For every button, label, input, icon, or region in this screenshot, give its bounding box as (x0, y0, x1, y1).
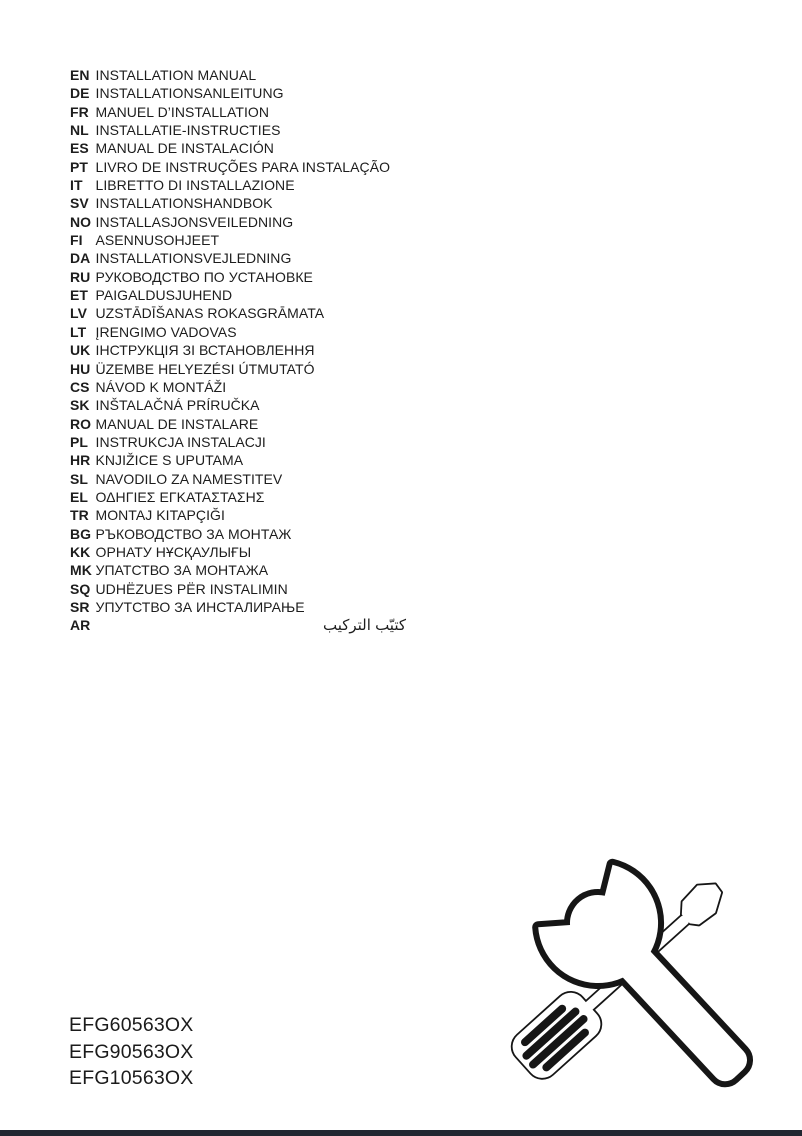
language-code: NO (70, 213, 92, 230)
language-title: MANUAL DE INSTALACIÓN (95, 140, 274, 157)
language-row (70, 231, 406, 249)
language-row (70, 580, 406, 598)
language-row (70, 543, 406, 561)
language-code: AR (70, 617, 91, 634)
language-title: INŠTALAČNÁ PRÍRUČKA (95, 397, 260, 414)
language-title: РЪКОВОДСТВО ЗА МОНТАЖ (95, 525, 292, 542)
language-title: INSTALLASJONSVEILEDNING (95, 213, 294, 230)
language-row (70, 470, 406, 488)
language-row (70, 525, 406, 543)
language-title: ÜZEMBE HELYEZÉSI ÚTMUTATÓ (95, 360, 315, 377)
language-code: RO (70, 415, 92, 432)
language-row (70, 323, 406, 341)
language-row (70, 304, 406, 322)
language-title: ОРНАТУ НҰСҚАУЛЫҒЫ (95, 543, 252, 560)
language-row (70, 616, 406, 634)
language-code: UK (70, 342, 91, 359)
language-code: PT (70, 158, 88, 175)
language-code: BG (70, 525, 92, 542)
language-code: RU (70, 268, 91, 285)
model-number: EFG10563OX (69, 1067, 194, 1090)
language-code: HR (70, 452, 91, 469)
language-row (70, 213, 406, 231)
language-code: DE (70, 85, 90, 102)
language-code: SL (70, 470, 88, 487)
language-row (70, 360, 406, 378)
language-code: SQ (70, 580, 91, 597)
language-title: KNJIŽICE S UPUTAMA (95, 452, 244, 469)
language-row (70, 66, 406, 84)
language-title: MANUAL DE INSTALARE (95, 415, 259, 432)
language-title: INSTALLATION MANUAL (95, 67, 257, 83)
language-code: FR (70, 103, 89, 120)
language-title: LIVRO DE INSTRUÇÕES PARA INSTALAÇÃO (95, 158, 391, 175)
language-code: MK (70, 562, 92, 579)
language-title: ASENNUSOHJEET (95, 232, 220, 249)
language-title: UDHËZUES PËR INSTALIMIN (95, 580, 288, 597)
language-title: كتيّب التركيب (322, 617, 406, 635)
footer-bar (0, 1130, 802, 1136)
language-code: DA (70, 250, 91, 267)
language-code: SR (70, 598, 90, 615)
language-row (70, 506, 406, 524)
language-code: IT (70, 177, 83, 194)
language-title: INSTALLATIONSHANDBOK (95, 195, 273, 212)
language-row (70, 598, 406, 616)
language-row (70, 139, 406, 157)
language-code: EL (70, 488, 88, 505)
language-code: NL (70, 122, 89, 139)
model-numbers (69, 1012, 193, 1092)
language-code: FI (70, 232, 83, 249)
language-row (70, 121, 406, 139)
language-title: РУКОВОДСТВО ПО УСТАНОВКЕ (95, 268, 313, 285)
language-row (70, 451, 406, 469)
language-title: MONTAJ KITAPÇIĞI (95, 507, 225, 524)
language-title: INSTALLATIONSVEJLEDNING (95, 250, 292, 267)
language-row (70, 103, 406, 121)
language-title: УПАТСТВО ЗА МОНТАЖА (95, 562, 269, 579)
language-title: INSTRUKCJA INSTALACJI (95, 433, 266, 450)
language-title: MANUEL D’INSTALLATION (95, 103, 269, 120)
language-code: LT (70, 323, 87, 340)
language-title: NÁVOD K MONTÁŽI (95, 378, 227, 395)
language-row (70, 84, 406, 102)
language-row (70, 194, 406, 212)
language-title: LIBRETTO DI INSTALLAZIONE (95, 177, 295, 194)
language-list (70, 66, 406, 635)
language-title: INSTALLATIE-INSTRUCTIES (95, 122, 281, 139)
language-code: KK (70, 543, 91, 560)
language-code: ET (70, 287, 88, 304)
language-code: ES (70, 140, 89, 157)
language-row (70, 176, 406, 194)
language-title: ĮRENGIMO VADOVAS (95, 323, 237, 340)
language-code: SV (70, 195, 89, 212)
language-row (70, 488, 406, 506)
language-row (70, 415, 406, 433)
language-code: TR (70, 507, 89, 524)
language-row (70, 268, 406, 286)
language-code: HU (70, 360, 91, 377)
language-title: UZSTĀDĪŠANAS ROKASGRĀMATA (95, 305, 325, 322)
language-row (70, 249, 406, 267)
language-code: LV (70, 305, 87, 322)
language-row (70, 561, 406, 579)
language-title: УПУТСТВО ЗА ИНСТАЛИРАЊЕ (95, 598, 305, 615)
language-row (70, 286, 406, 304)
language-title: PAIGALDUSJUHEND (95, 287, 233, 304)
language-row (70, 378, 406, 396)
language-row (70, 396, 406, 414)
language-title: ІНСТРУКЦІЯ ЗІ ВСТАНОВЛЕННЯ (95, 342, 315, 359)
language-title: ΟΔΗΓΙΕΣ ΕΓΚΑΤΑΣΤΑΣΗΣ (95, 488, 265, 505)
language-row (70, 433, 406, 451)
language-code: EN (70, 67, 90, 83)
language-title: INSTALLATIONSANLEITUNG (95, 85, 284, 102)
model-number: EFG60563OX (69, 1014, 194, 1036)
language-title: NAVODILO ZA NAMESTITEV (95, 470, 283, 487)
language-code: PL (70, 433, 88, 450)
language-code: SK (70, 397, 90, 414)
language-row (70, 158, 406, 176)
wrench-screwdriver-icon (503, 856, 775, 1108)
language-code: CS (70, 378, 90, 395)
language-row (70, 341, 406, 359)
model-number: EFG90563OX (69, 1040, 194, 1063)
